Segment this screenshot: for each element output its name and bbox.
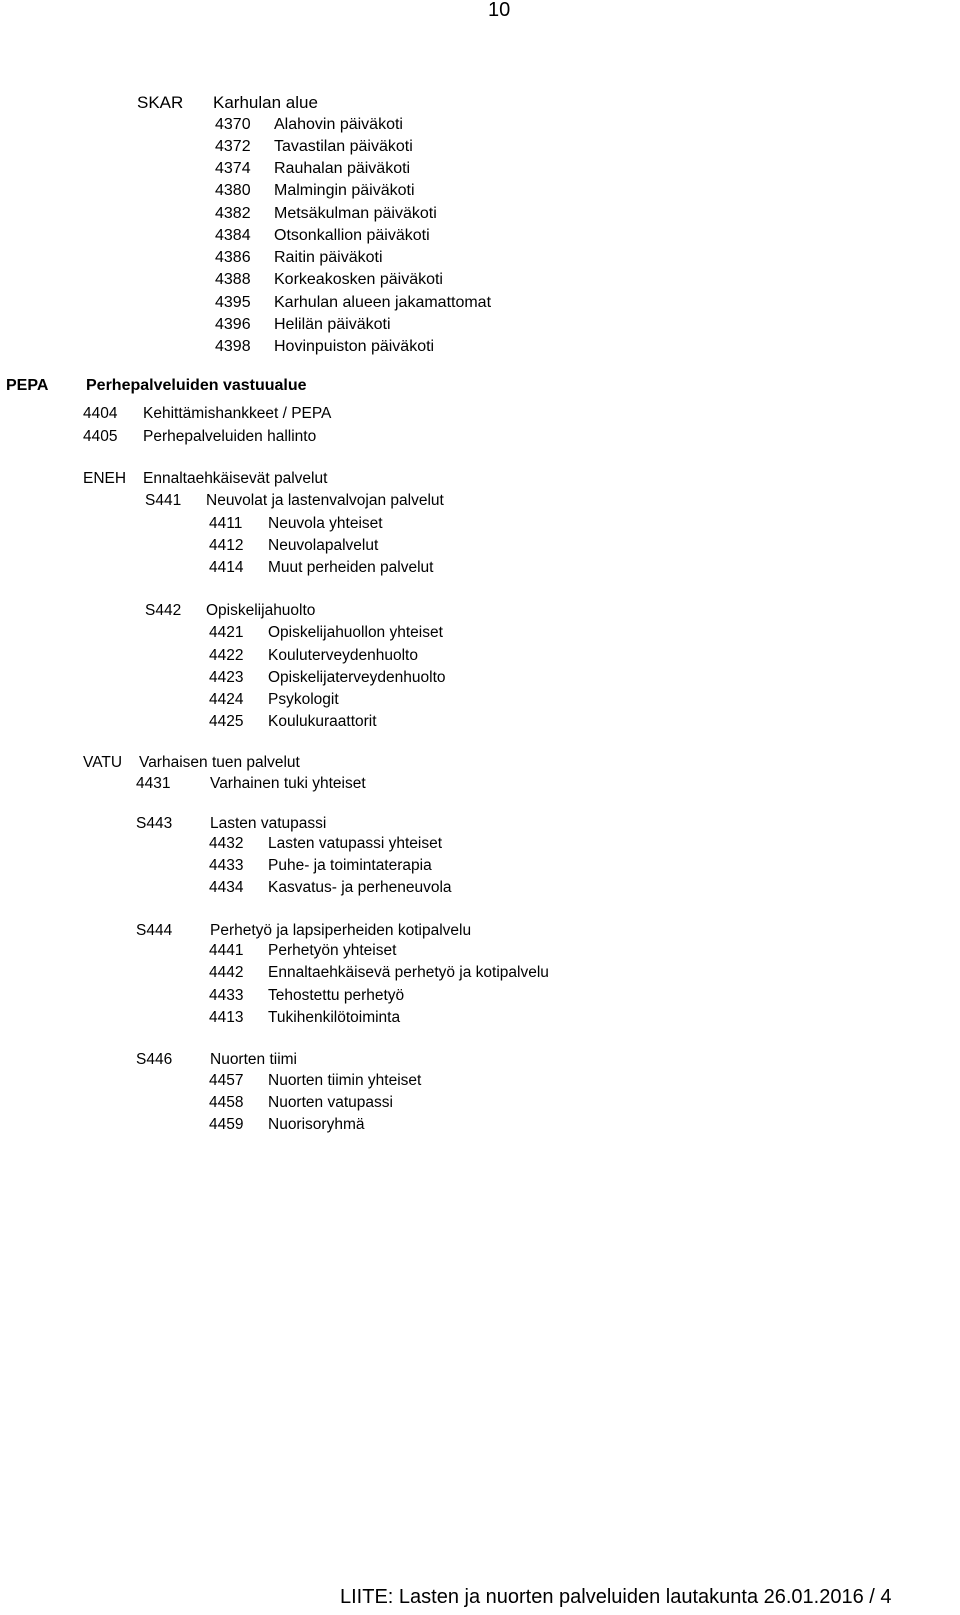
- item-code: 4458: [209, 1094, 244, 1111]
- item-name: Karhulan alueen jakamattomat: [274, 294, 492, 311]
- item-name: Opiskelijaterveydenhuolto: [268, 669, 446, 686]
- item-name: Alahovin päiväkoti: [274, 116, 403, 133]
- section-title: Perhepalveluiden vastuualue: [86, 377, 307, 394]
- section-code: SKAR: [137, 93, 184, 112]
- item-code: 4412: [209, 537, 244, 554]
- item-name: Kouluterveydenhuolto: [268, 647, 418, 664]
- item-name: Metsäkulman päiväkoti: [274, 205, 437, 222]
- item-name: Hovinpuiston päiväkoti: [274, 338, 435, 355]
- item-code: 4432: [209, 835, 244, 852]
- item-name: Perhetyön yhteiset: [268, 942, 397, 959]
- section-code: PEPA: [6, 377, 49, 394]
- item-name: Otsonkallion päiväkoti: [274, 227, 430, 244]
- item-code: 4395: [215, 294, 251, 311]
- subsection-title: Nuorten tiimi: [210, 1051, 297, 1068]
- subsection-title: Perhetyö ja lapsiperheiden kotipalvelu: [210, 922, 472, 939]
- subsection-code: S446: [136, 1051, 173, 1068]
- section-code: VATU: [83, 754, 123, 771]
- page-footer: LIITE: Lasten ja nuorten palveluiden lautakunta 26.01.2016 / 4: [340, 1586, 892, 1608]
- item-code: 4433: [209, 987, 244, 1004]
- item-code: 4425: [209, 713, 244, 730]
- item-code: 4431: [136, 775, 171, 792]
- item-name: Varhainen tuki yhteiset: [210, 775, 366, 792]
- section-title: Ennaltaehkäisevät palvelut: [143, 470, 328, 487]
- item-name: Tehostettu perhetyö: [268, 987, 405, 1004]
- item-code: 4388: [215, 271, 251, 288]
- subsection-code: S442: [145, 602, 182, 619]
- subsection-title: Lasten vatupassi: [210, 815, 327, 832]
- item-code: 4441: [209, 942, 244, 959]
- item-code: 4405: [83, 428, 118, 445]
- item-code: 4372: [215, 138, 251, 155]
- item-code: 4382: [215, 205, 251, 222]
- item-name: Ennaltaehkäisevä perhetyö ja kotipalvelu: [268, 964, 549, 981]
- item-name: Opiskelijahuollon yhteiset: [268, 624, 443, 641]
- item-code: 4442: [209, 964, 244, 981]
- item-code: 4398: [215, 338, 251, 355]
- subsection-code: S443: [136, 815, 173, 832]
- item-code: 4433: [209, 857, 244, 874]
- item-code: 4386: [215, 249, 251, 266]
- item-name: Neuvolapalvelut: [268, 537, 379, 554]
- item-code: 4411: [209, 515, 243, 532]
- item-name: Puhe- ja toimintaterapia: [268, 857, 432, 874]
- item-code: 4422: [209, 647, 244, 664]
- section-title: Karhulan alue: [213, 93, 318, 112]
- item-name: Kasvatus- ja perheneuvola: [268, 879, 452, 896]
- page-number: 10: [488, 0, 511, 21]
- item-name: Korkeakosken päiväkoti: [274, 271, 443, 288]
- item-name: Rauhalan päiväkoti: [274, 160, 411, 177]
- item-name: Koulukuraattorit: [268, 713, 377, 730]
- item-name: Nuorisoryhmä: [268, 1116, 365, 1133]
- item-name: Perhepalveluiden hallinto: [143, 428, 317, 445]
- item-name: Psykologit: [268, 691, 339, 708]
- item-name: Nuorten tiimin yhteiset: [268, 1072, 422, 1089]
- item-code: 4404: [83, 405, 118, 422]
- subsection-title: Neuvolat ja lastenvalvojan palvelut: [206, 492, 444, 509]
- item-name: Neuvola yhteiset: [268, 515, 383, 532]
- item-code: 4423: [209, 669, 244, 686]
- item-code: 4380: [215, 182, 251, 199]
- subsection-title: Opiskelijahuolto: [206, 602, 316, 619]
- item-code: 4384: [215, 227, 251, 244]
- item-name: Lasten vatupassi yhteiset: [268, 835, 443, 852]
- section-title: Varhaisen tuen palvelut: [139, 754, 300, 771]
- item-code: 4457: [209, 1072, 244, 1089]
- item-code: 4424: [209, 691, 244, 708]
- item-code: 4413: [209, 1009, 244, 1026]
- item-code: 4421: [209, 624, 244, 641]
- subsection-code: S444: [136, 922, 173, 939]
- item-code: 4370: [215, 116, 251, 133]
- item-code: 4434: [209, 879, 244, 896]
- item-code: 4414: [209, 559, 244, 576]
- subsection-code: S441: [145, 492, 182, 509]
- item-code: 4374: [215, 160, 251, 177]
- item-name: Tavastilan päiväkoti: [274, 138, 413, 155]
- section-code: ENEH: [83, 470, 127, 487]
- item-name: Tukihenkilötoiminta: [268, 1009, 401, 1026]
- item-name: Nuorten vatupassi: [268, 1094, 393, 1111]
- item-code: 4396: [215, 316, 251, 333]
- item-name: Kehittämishankkeet / PEPA: [143, 405, 332, 422]
- item-code: 4459: [209, 1116, 244, 1133]
- item-name: Raitin päiväkoti: [274, 249, 383, 266]
- item-name: Muut perheiden palvelut: [268, 559, 434, 576]
- item-name: Malmingin päiväkoti: [274, 182, 415, 199]
- item-name: Helilän päiväkoti: [274, 316, 391, 333]
